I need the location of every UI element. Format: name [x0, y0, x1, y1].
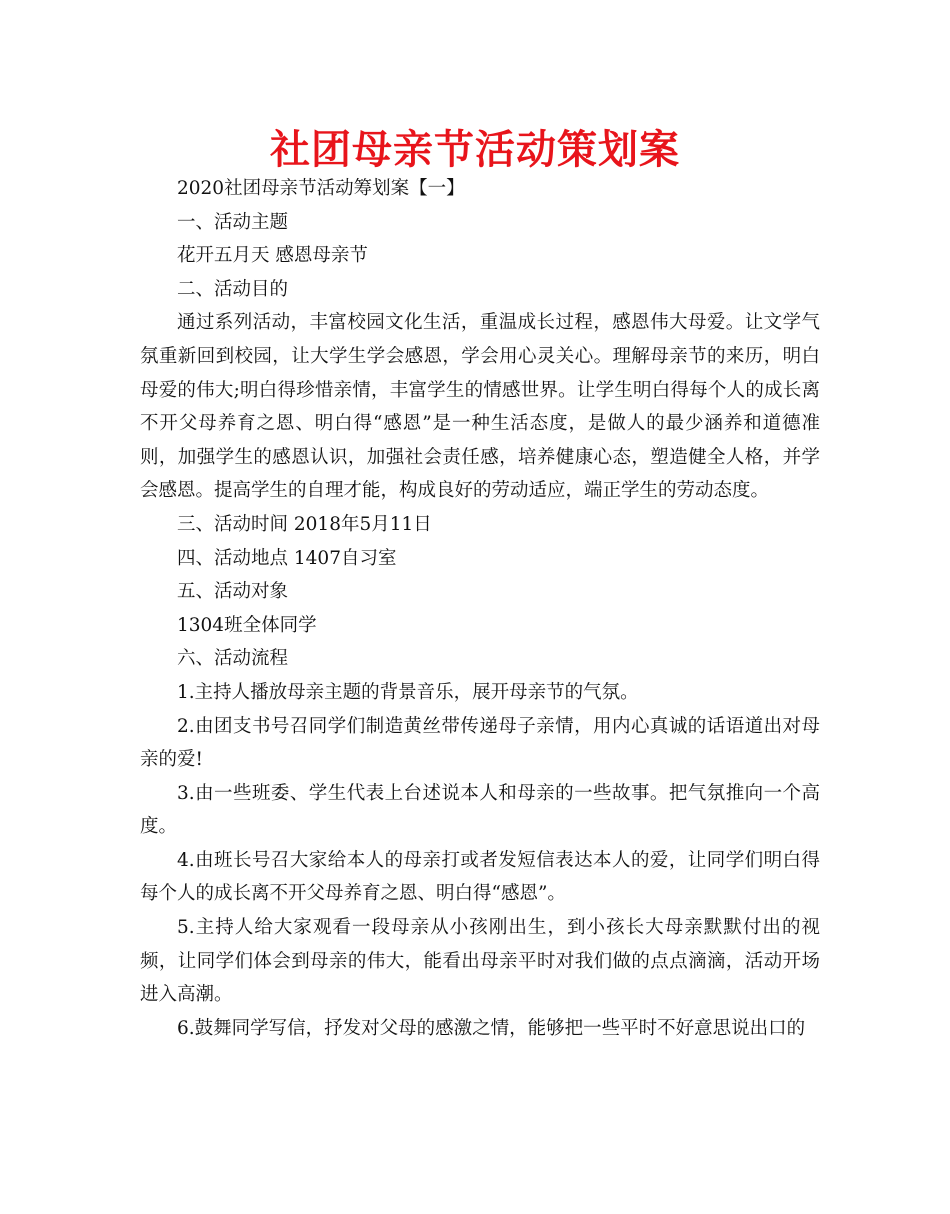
doc-paragraph: 1304班全体同学 — [177, 614, 317, 636]
process-step: 4.由班长号召大家给本人的母亲打或者发短信表达本人的爱，让同学们明白得每个人的成长离不开父母养育之恩、明白得“感恩”。 — [140, 849, 820, 905]
process-step: 5.主持人给大家观看一段母亲从小孩刚出生，到小孩长大母亲默默付出的视频，让同学们体会到母亲的伟大，能看出母亲平时对我们做的点点滴滴，活动开场进入高潮。 — [140, 917, 820, 1006]
section-heading-location: 四、活动地点 1407自习室 — [177, 547, 397, 569]
document-title: 社团母亲节活动策划案 — [270, 126, 680, 173]
section-heading-time: 三、活动时间 2018年5月11日 — [177, 513, 432, 535]
section-heading-purpose: 二、活动目的 — [177, 278, 289, 300]
process-step: 6.鼓舞同学写信，抒发对父母的感激之情，能够把一些平时不好意思说出口的 — [177, 1017, 806, 1039]
doc-paragraph: 花开五月天 感恩母亲节 — [177, 245, 368, 267]
process-step: 2.由团支书号召同学们制造黄丝带传递母子亲情，用内心真诚的话语道出对母亲的爱! — [140, 715, 820, 771]
process-step: 1.主持人播放母亲主题的背景音乐，展开母亲节的气氛。 — [177, 681, 639, 703]
section-heading-theme: 一、活动主题 — [177, 211, 289, 233]
section-heading-audience: 五、活动对象 — [177, 581, 289, 603]
document-body — [140, 172, 820, 1045]
doc-paragraph: 通过系列活动，丰富校园文化生活，重温成长过程，感恩伟大母爱。让文学气氛重新回到校园，让大学生学会感恩，学会用心灵关心。理解母亲节的来历，明白母爱的伟大;明白得珍惜亲情，丰富学生的情感世界。让学生明白得每个人的成长离不开父母养育之恩、明白得“感恩”是一种生活态度，是做人的最少涵养和道德准则，加强学生的感恩认识，加强社会责任感，培养健康心态，塑造健全人格，并学会感恩。提高学生的自理才能，构成良好的劳动适应，端正学生的劳动态度。 — [140, 312, 820, 502]
section-heading-process: 六、活动流程 — [177, 648, 289, 670]
doc-paragraph: 2020社团母亲节活动筹划案【一】 — [177, 178, 465, 199]
process-step: 3.由一些班委、学生代表上台述说本人和母亲的一些故事。把气氛推向一个高度。 — [140, 782, 820, 838]
